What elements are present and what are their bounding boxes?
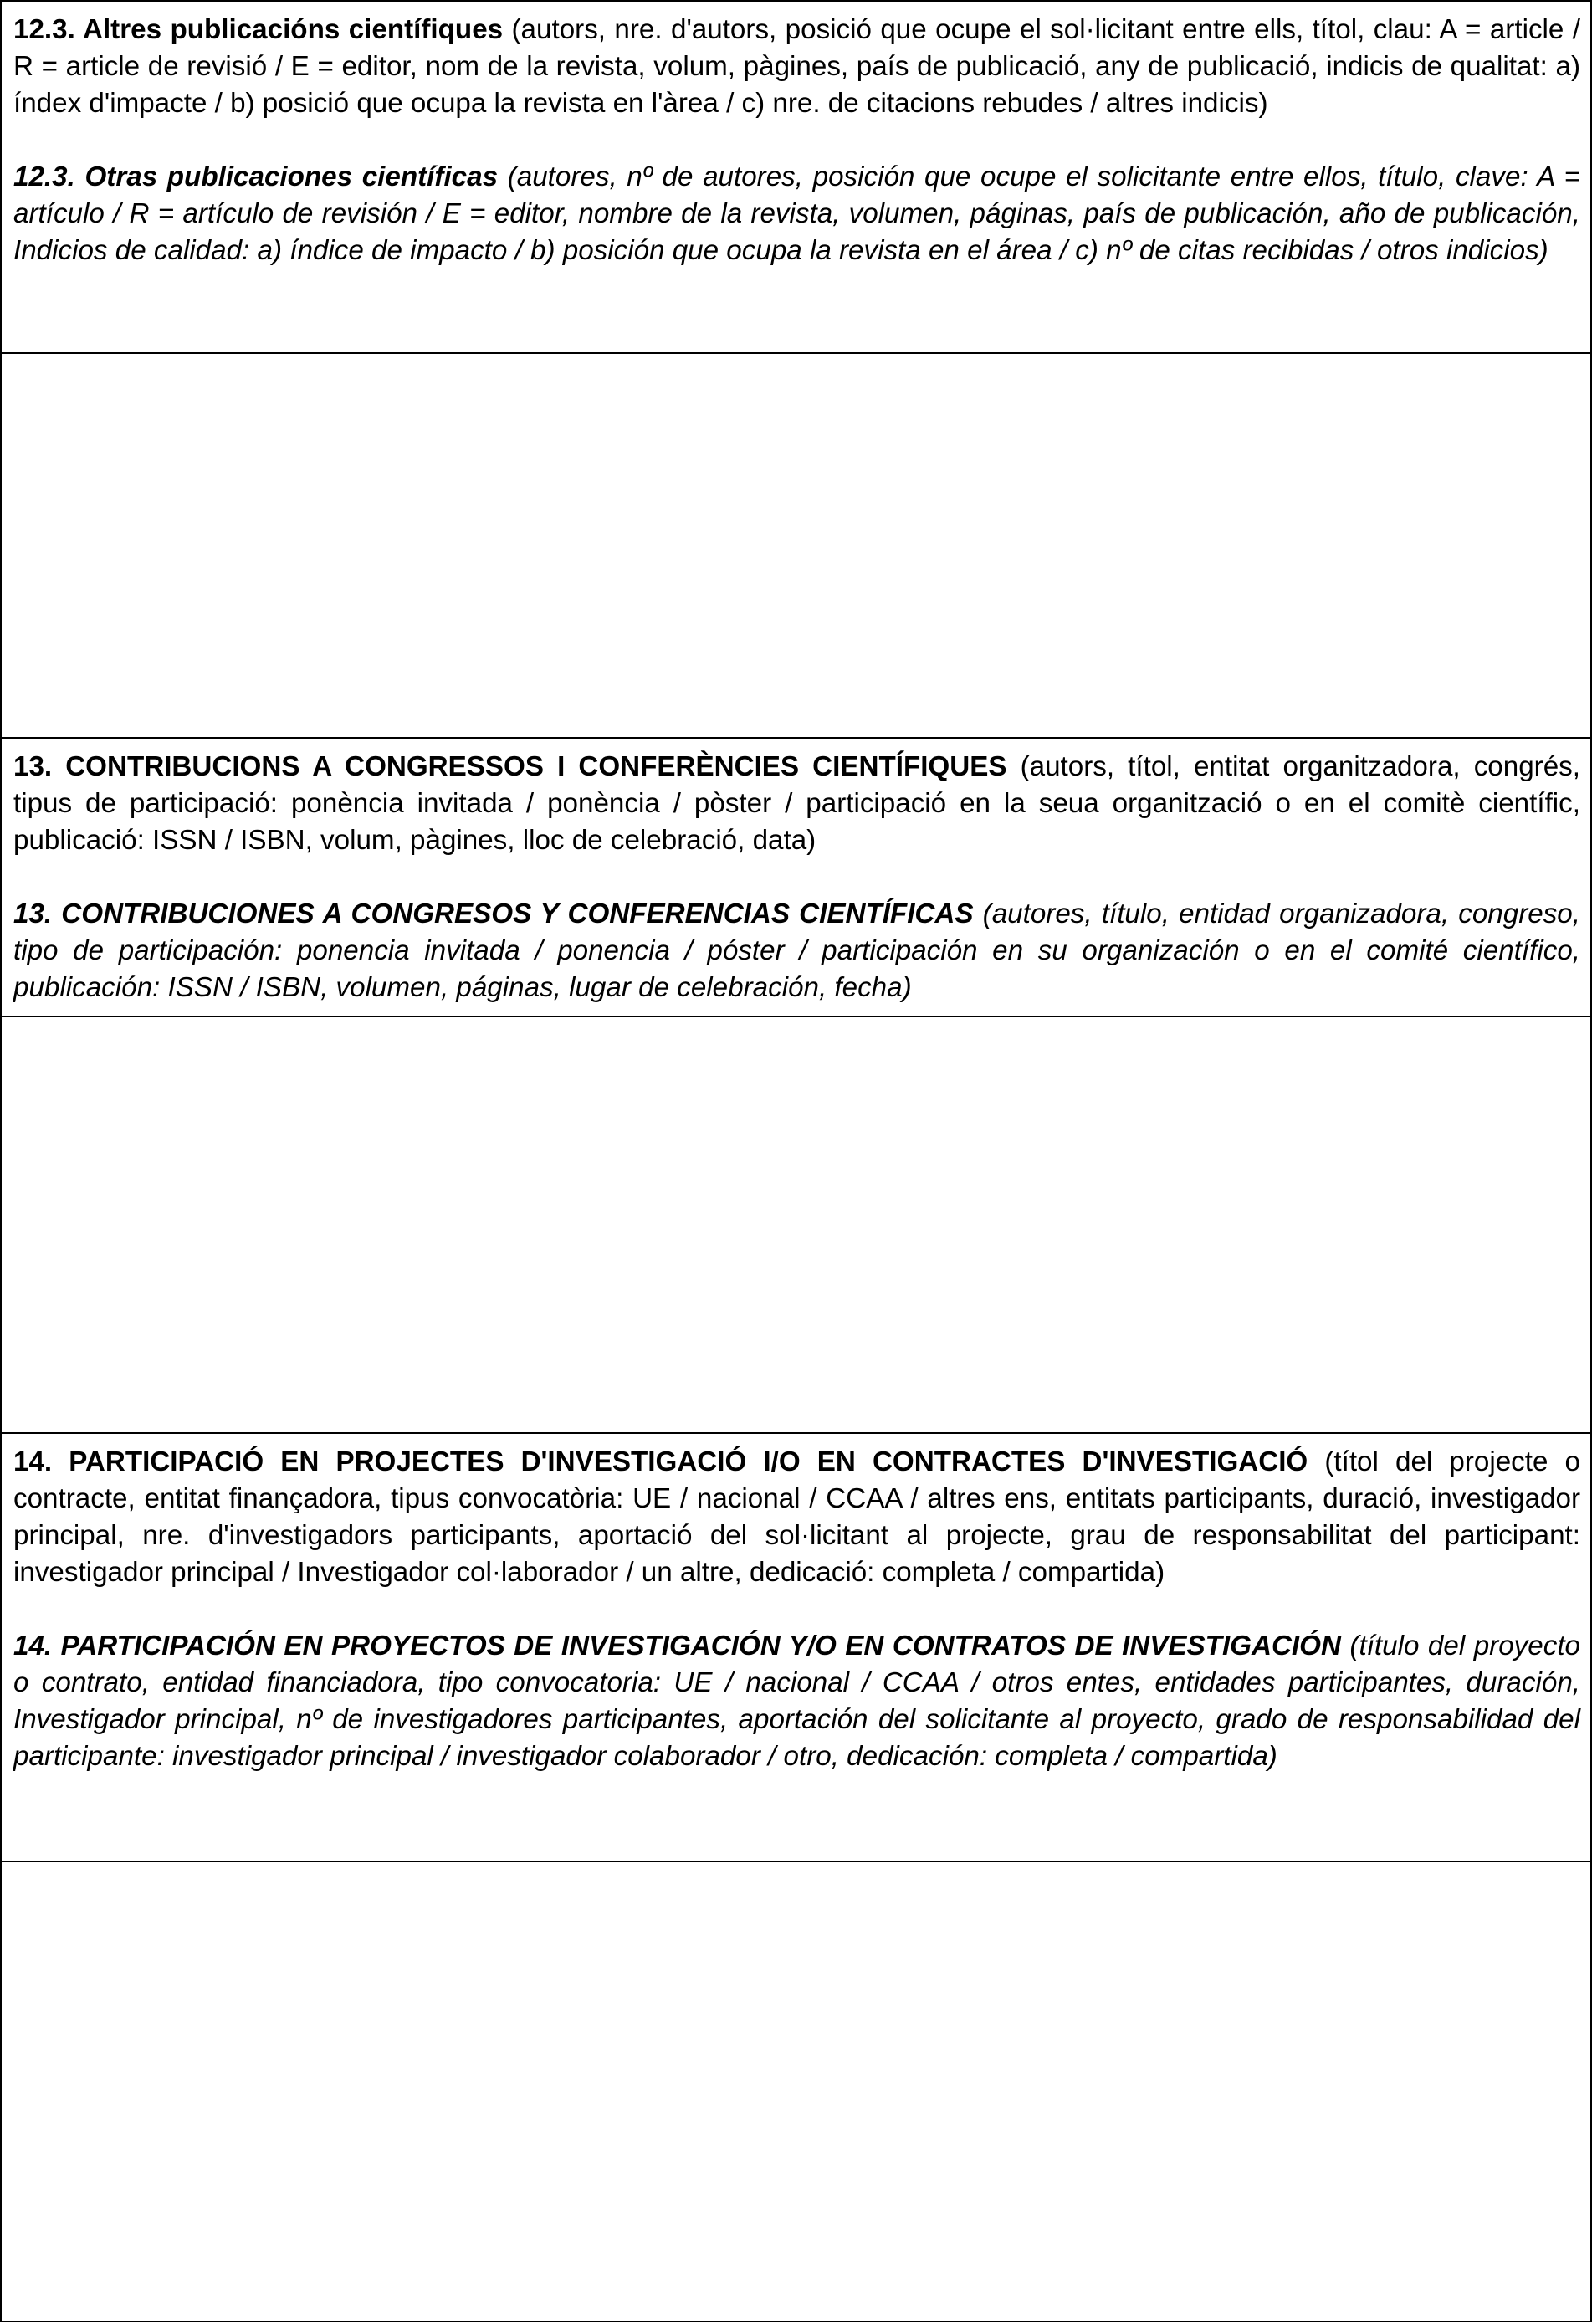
section-description-ca: (autors, títol, entitat organitzadora, congrés, tipus de participació: ponència invitada / ponència / pòster / participació en la seua organització o en el comitè científic, publicació: ISSN / ISBN, volum, pàgines, lloc de celebració, data): [13, 751, 1580, 856]
section-12-3-instructions: [2, 2, 1590, 269]
section-13-instructions: [2, 739, 1590, 1006]
section-description-ca: (autors, nre. d'autors, posició que ocupe el sol·licitant entre ells, títol, clau: A = article / R = article de revisió / E = editor, nom de la revista, volum, pàgines, país de publicació, any de publicació, indicis de qualitat: a) índex d'impacte / b) posició que ocupa la revista en l'àrea / c) nre. de citacions rebudes / altres indicis): [13, 14, 1580, 119]
section-12-3-answer-box[interactable]: [2, 354, 1590, 739]
section-description-ca: (títol del projecte o contracte, entitat finançadora, tipus convocatòria: UE / nacional / CCAA / altres ens, entitats participants, duració, investigador principal, nre. d'investigadors participants, aportació del sol·licitant al projecte, grau de responsabilitat del participant: investigador principal / Investigador col·laborador / un altre, dedicació: completa / compartida): [13, 1446, 1580, 1588]
section-title-ca: 13. CONTRIBUCIONS A CONGRESSOS I CONFERÈNCIES CIENTÍFIQUES: [13, 751, 1007, 782]
instructions-catalan: [13, 1444, 1580, 1591]
section-14-header: [2, 1434, 1590, 1862]
answer-field[interactable]: [2, 1862, 1590, 2324]
section-13-header: [2, 739, 1590, 1017]
section-12-3-header: [2, 2, 1590, 354]
section-title-ca: 14. PARTICIPACIÓ EN PROJECTES D'INVESTIGACIÓ I/O EN CONTRACTES D'INVESTIGACIÓ: [13, 1446, 1308, 1477]
section-description-es: (autores, nº de autores, posición que ocupe el solicitante entre ellos, título, clave: A = artículo / R = artículo de revisión / E = editor, nombre de la revista, volumen, páginas, país de publicación, año de publicación, Indicios de calidad: a) índice de impacto / b) posición que ocupa la revista en el área / c) nº de citas recibidas / otros indicios): [13, 161, 1580, 266]
section-title-es: 13. CONTRIBUCIONES A CONGRESOS Y CONFERENCIAS CIENTÍFICAS: [13, 898, 974, 929]
section-title-es: 12.3. Otras publicaciones científicas: [13, 161, 499, 192]
section-14-instructions: [2, 1434, 1590, 1775]
section-description-es: (autores, título, entidad organizadora, congreso, tipo de participación: ponencia invitada / ponencia / póster / participación en su organización o en el comité científico, publicación: ISSN / ISBN, volumen, páginas, lugar de celebración, fecha): [13, 898, 1580, 1003]
instructions-spanish: [13, 159, 1580, 269]
instructions-spanish: [13, 1628, 1580, 1775]
instructions-catalan: [13, 749, 1580, 859]
section-13-answer-box[interactable]: [2, 1017, 1590, 1434]
instructions-catalan: [13, 12, 1580, 122]
section-description-es: (título del proyecto o contrato, entidad financiadora, tipo convocatoria: UE / nacional / CCAA / otros entes, entidades participantes, duración, Investigador principal, nº de investigadores participantes, aportación del solicitante al proyecto, grado de responsabilidad del participante: investigador principal / investigador colaborador / otro, dedicación: completa / compartida): [13, 1630, 1580, 1772]
section-title-es: 14. PARTICIPACIÓN EN PROYECTOS DE INVESTIGACIÓN Y/O EN CONTRATOS DE INVESTIGACIÓN: [13, 1630, 1341, 1661]
answer-field[interactable]: [2, 1017, 1590, 1432]
section-14-answer-box[interactable]: [2, 1862, 1590, 2324]
instructions-spanish: [13, 896, 1580, 1006]
section-title-ca: 12.3. Altres publicacións científiques: [13, 14, 504, 45]
answer-field[interactable]: [2, 354, 1590, 737]
